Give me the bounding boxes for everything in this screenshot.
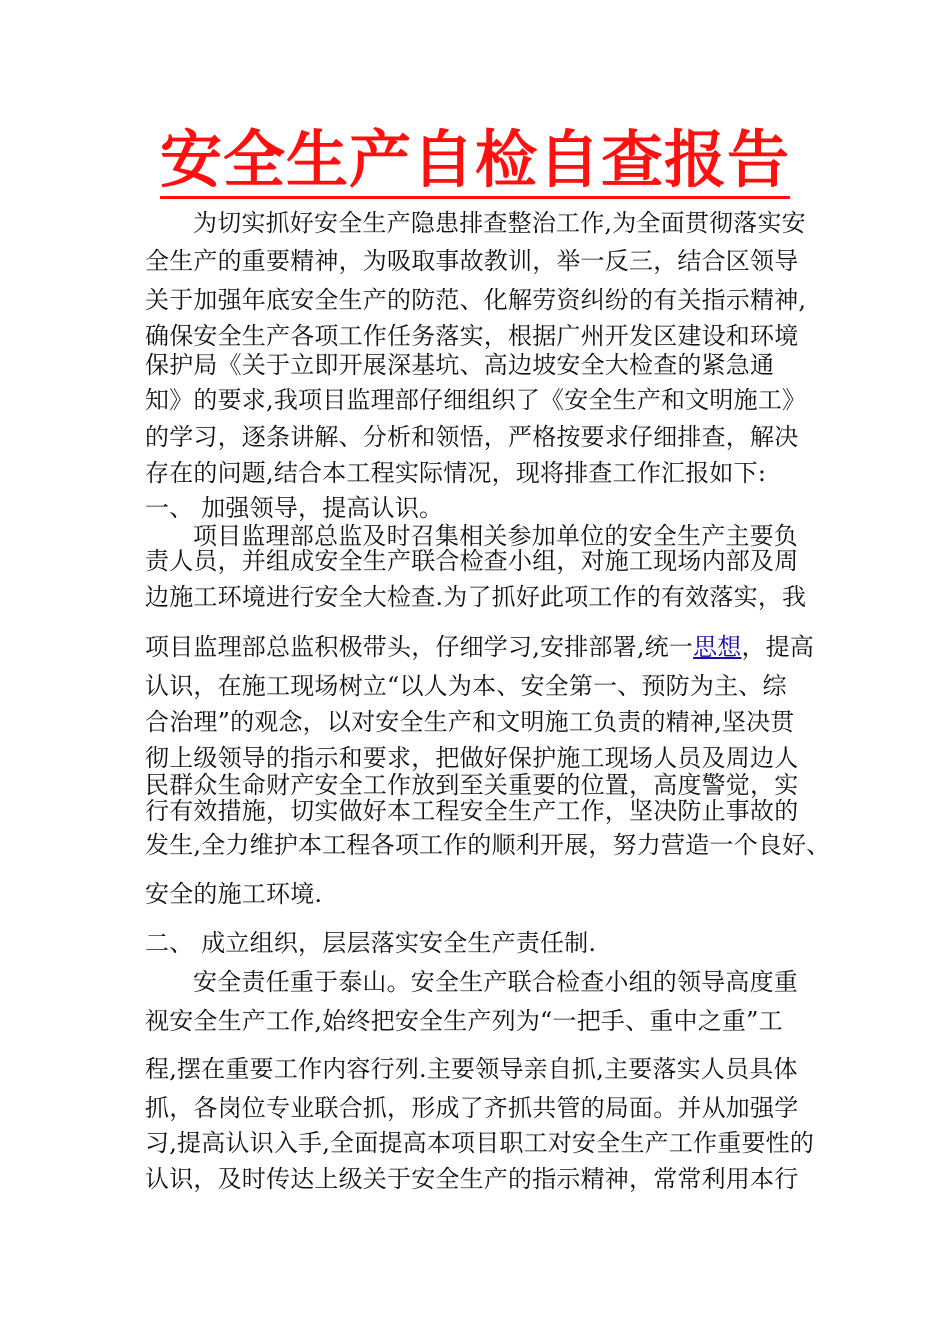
body-line: 民群众生命财产安全工作放到至关重要的位置，高度警觉，实 [145, 771, 799, 799]
body-line: 边施工环境进行安全大检查.为了抓好此项工作的有效落实，我 [145, 583, 807, 611]
body-line: 发生,全力维护本工程各项工作的顺利开展，努力营造一个良好、 [145, 831, 831, 859]
body-line: 的学习，逐条讲解、分析和领悟，严格按要求仔细排查，解决 [145, 423, 799, 451]
thought-link[interactable]: 思想 [693, 633, 742, 661]
section-heading: 一、 加强领导，提高认识。 [145, 494, 444, 522]
body-line: 关于加强年底安全生产的防范、化解劳资纠纷的有关指示精神, [145, 286, 807, 314]
body-line: 程,摆在重要工作内容行列.主要领导亲自抓,主要落实人员具体 [145, 1055, 798, 1083]
body-line: 知》的要求,我项目监理部仔细组织了《安全生产和文明施工》 [145, 386, 807, 414]
body-line: 安全责任重于泰山。安全生产联合检查小组的领导高度重 [193, 968, 798, 996]
body-line: 行有效措施，切实做好本工程安全生产工作，坚决防止事故的 [145, 797, 799, 825]
document-title: 安全生产自检自查报告 [0, 120, 950, 200]
body-line: 存在的问题,结合本工程实际情况，现将排查工作汇报如下: [145, 459, 767, 487]
body-line: 为切实抓好安全生产隐患排查整治工作,为全面贯彻落实安 [193, 209, 806, 237]
body-line: 认识，在施工现场树立“以人为本、安全第一、预防为主、综 [145, 672, 787, 700]
body-line: 保护局《关于立即开展深基坑、高边坡安全大检查的紧急通 [145, 351, 775, 379]
section-heading: 二、 成立组织，层层落实安全生产责任制. [145, 929, 597, 957]
line-text-after-link: ，提高 [741, 633, 815, 661]
body-line: 认识，及时传达上级关于安全生产的指示精神，常常利用本行 [145, 1165, 799, 1193]
body-line [145, 631, 814, 663]
line-text-before-link: 项目监理部总监积极带头，仔细学习,安排部署,统一 [145, 633, 694, 661]
body-line: 习,提高认识入手,全面提高本项目职工对安全生产工作重要性的 [145, 1129, 815, 1157]
body-line: 安全的施工环境. [145, 880, 323, 908]
body-line: 抓，各岗位专业联合抓，形成了齐抓共管的局面。并从加强学 [145, 1094, 799, 1122]
body-line: 彻上级领导的指示和要求，把做好保护施工现场人员及周边人 [145, 744, 799, 772]
body-line: 责人员，并组成安全生产联合检查小组，对施工现场内部及周 [145, 547, 799, 575]
body-line: 确保安全生产各项工作任务落实，根据广州开发区建设和环境 [145, 322, 799, 350]
body-line: 合治理”的观念，以对安全生产和文明施工负责的精神,坚决贯 [145, 708, 795, 736]
body-line: 全生产的重要精神，为吸取事故教训，举一反三，结合区领导 [145, 247, 799, 275]
body-line: 项目监理部总监及时召集相关参加单位的安全生产主要负 [193, 522, 798, 550]
body-line: 视安全生产工作,始终把安全生产列为“一把手、重中之重”工 [145, 1007, 783, 1035]
